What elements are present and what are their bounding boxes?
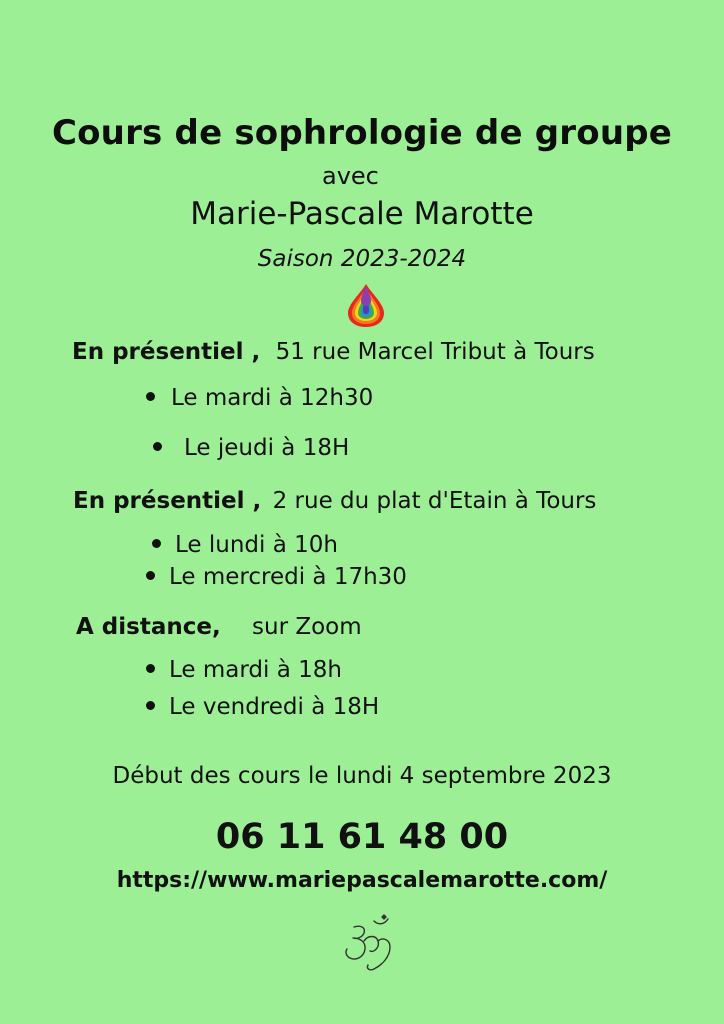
session-text: Le lundi à 10h	[175, 532, 338, 558]
session-item	[146, 564, 407, 590]
bullet-icon	[146, 571, 155, 580]
website-link[interactable]: https://www.mariepascalemarotte.com/	[116, 868, 608, 893]
om-symbol-icon	[340, 913, 398, 975]
start-date: Début des cours le lundi 4 septembre 2023	[112, 763, 612, 789]
location-heading	[72, 339, 595, 365]
bullet-icon	[146, 392, 155, 401]
session-item	[146, 694, 379, 720]
bullet-icon	[146, 664, 155, 673]
session-item	[146, 657, 342, 683]
chakra-drop-icon	[346, 282, 386, 328]
session-item	[146, 385, 373, 411]
location-address: sur Zoom	[252, 614, 362, 640]
bullet-icon	[153, 442, 162, 451]
flyer-title: Cours de sophrologie de groupe	[51, 113, 673, 153]
session-text: Le jeudi à 18H	[184, 435, 350, 461]
session-text: Le vendredi à 18H	[169, 694, 380, 720]
teacher-name: Marie-Pascale Marotte	[190, 196, 534, 232]
location-address: 2 rue du plat d'Etain à Tours	[272, 488, 597, 514]
session-text: Le mardi à 18h	[169, 657, 342, 683]
bullet-icon	[152, 539, 161, 548]
session-item	[152, 532, 338, 558]
session-item	[153, 435, 349, 461]
avec-text: avec	[322, 162, 379, 190]
location-label: En présentiel ,	[72, 339, 261, 365]
location-label: A distance,	[76, 614, 221, 640]
season-text: Saison 2023-2024	[257, 246, 467, 272]
session-text: Le mardi à 12h30	[171, 385, 374, 411]
location-label: En présentiel ,	[73, 488, 262, 514]
location-heading	[73, 488, 596, 514]
phone-number: 06 11 61 48 00	[215, 817, 509, 857]
location-heading	[76, 614, 362, 640]
location-address: 51 rue Marcel Tribut à Tours	[275, 339, 595, 365]
bullet-icon	[146, 701, 155, 710]
session-text: Le mercredi à 17h30	[169, 564, 407, 590]
